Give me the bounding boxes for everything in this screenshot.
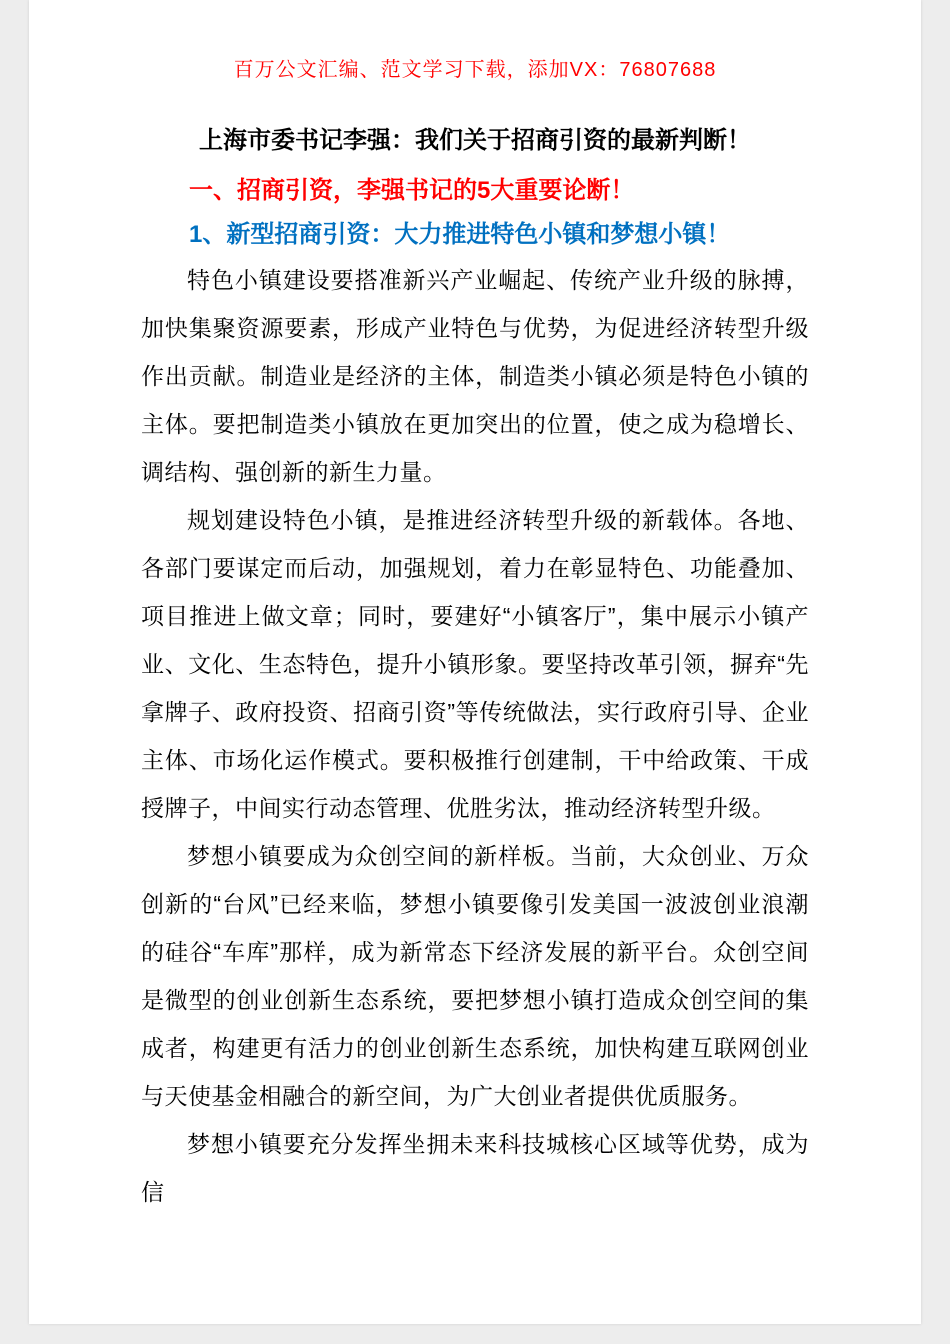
document-page [29, 0, 921, 1324]
section-heading-red: 一、招商引资，李强书记的5大重要论断！ [189, 177, 635, 204]
paragraph: 规划建设特色小镇，是推进经济转型升级的新载体。各地、各部门要谋定而后动，加强规划，着力在彰显特色、功能叠加、项目推进上做文章；同时，要建好“小镇客厅”，集中展示小镇产业、文化、生态特色，提升小镇形象。要坚持改革引领，摒弃“先拿牌子、政府投资、招商引资”等传统做法，实行政府引导、企业主体、市场化运作模式。要积极推行创建制，干中给政策、干成授牌子，中间实行动态管理、优胜劣汰，推动经济转型升级。 [141, 507, 809, 821]
paragraph: 梦想小镇要充分发挥坐拥未来科技城核心区域等优势，成为信 [141, 1131, 809, 1205]
paragraph: 特色小镇建设要搭准新兴产业崛起、传统产业升级的脉搏，加快集聚资源要素，形成产业特色与优势，为促进经济转型升级作出贡献。制造业是经济的主体，制造类小镇必须是特色小镇的主体。要把制造类小镇放在更加突出的位置，使之成为稳增长、调结构、强创新的新生力量。 [141, 267, 809, 485]
subsection-heading-blue: 1、新型招商引资：大力推进特色小镇和梦想小镇！ [189, 221, 731, 248]
header-notice: 百万公文汇编、范文学习下载，添加VX：76807688 [233, 59, 717, 81]
document-title: 上海市委书记李强：我们关于招商引资的最新判断！ [199, 127, 751, 154]
paragraph: 梦想小镇要成为众创空间的新样板。当前，大众创业、万众创新的“台风”已经来临，梦想小镇要像引发美国一波波创业浪潮的硅谷“车库”那样，成为新常态下经济发展的新平台。众创空间是微型的创业创新生态系统，要把梦想小镇打造成众创空间的集成者，构建更有活力的创业创新生态系统，加快构建互联网创业与天使基金相融合的新空间，为广大创业者提供优质服务。 [141, 843, 809, 1109]
